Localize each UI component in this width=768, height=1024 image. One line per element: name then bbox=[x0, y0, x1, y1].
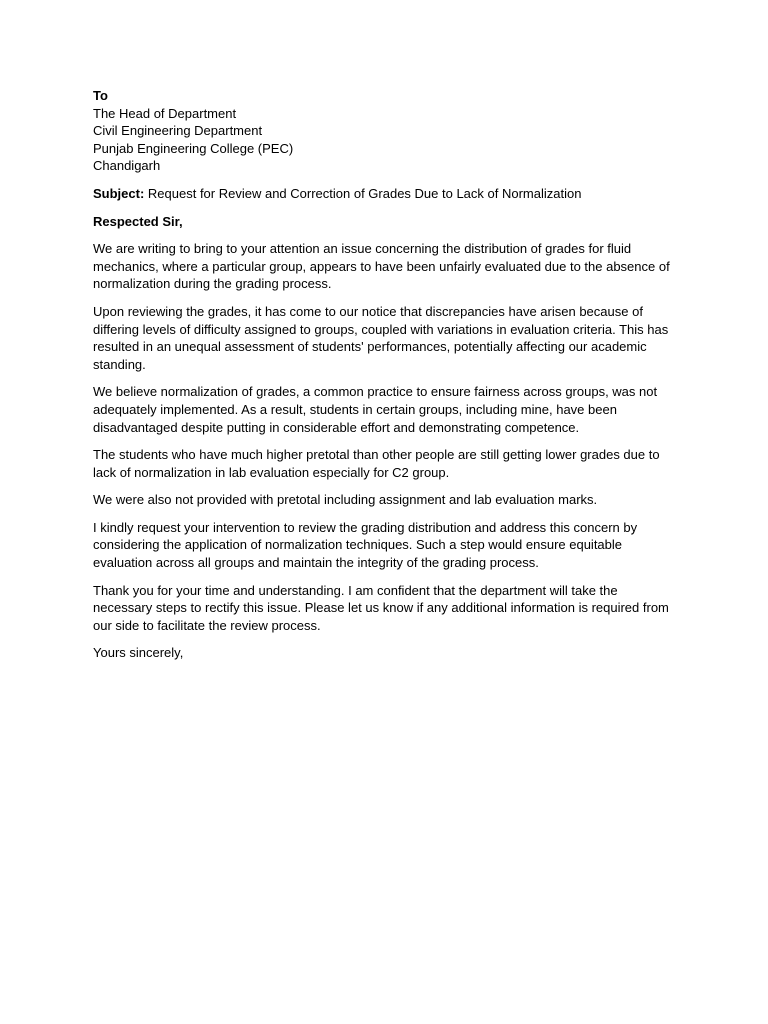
body-paragraph-6: I kindly request your intervention to review the grading distribution and address this concern by considering the application of normalization techniques. Such a step would ensure equitable evaluation across all groups and maintain the integrity of the grading process. bbox=[93, 519, 638, 571]
body-paragraph-7: Thank you for your time and understanding. I am confident that the department will take the necessary steps to rectify this issue. Please let us know if any additional information is required from our side to facilitate the review process. bbox=[93, 582, 669, 633]
to-label: To bbox=[93, 88, 108, 103]
recipient-address bbox=[93, 87, 677, 175]
salutation: Respected Sir, bbox=[93, 213, 183, 229]
body-paragraph-2: Upon reviewing the grades, it has come to our notice that discrepancies have arisen because of differing levels of difficulty assigned to groups, coupled with variations in evaluation criteria. This has resulted in an unequal assessment of students' performances, potentially affecting our academic standing. bbox=[93, 303, 669, 372]
letter-page bbox=[93, 87, 677, 662]
recipient-line-department: Civil Engineering Department bbox=[93, 123, 263, 139]
recipient-line-college: Punjab Engineering College (PEC) bbox=[93, 140, 294, 156]
recipient-line-title: The Head of Department bbox=[93, 105, 237, 121]
subject-label: Subject: bbox=[93, 185, 145, 201]
recipient-line-city: Chandigarh bbox=[93, 158, 161, 174]
closing-line: Yours sincerely, bbox=[93, 645, 184, 661]
body-paragraph-3: We believe normalization of grades, a common practice to ensure fairness across groups, was not adequately implemented. As a result, students in certain groups, including mine, have been disadvantaged despite putting in considerable effort and demonstrating competence. bbox=[93, 384, 658, 435]
body-paragraph-5: We were also not provided with pretotal including assignment and lab evaluation marks. bbox=[93, 492, 598, 508]
subject-line bbox=[93, 185, 677, 203]
subject-text: Request for Review and Correction of Grades Due to Lack of Normalization bbox=[144, 185, 582, 201]
body-paragraph-1: We are writing to bring to your attention an issue concerning the distribution of grades for fluid mechanics, where a particular group, appears to have been unfairly evaluated due to the absence of normalization during the grading process. bbox=[93, 241, 670, 292]
body-paragraph-4: The students who have much higher pretotal than other people are still getting lower grades due to lack of normalization in lab evaluation especially for C2 group. bbox=[93, 447, 660, 480]
